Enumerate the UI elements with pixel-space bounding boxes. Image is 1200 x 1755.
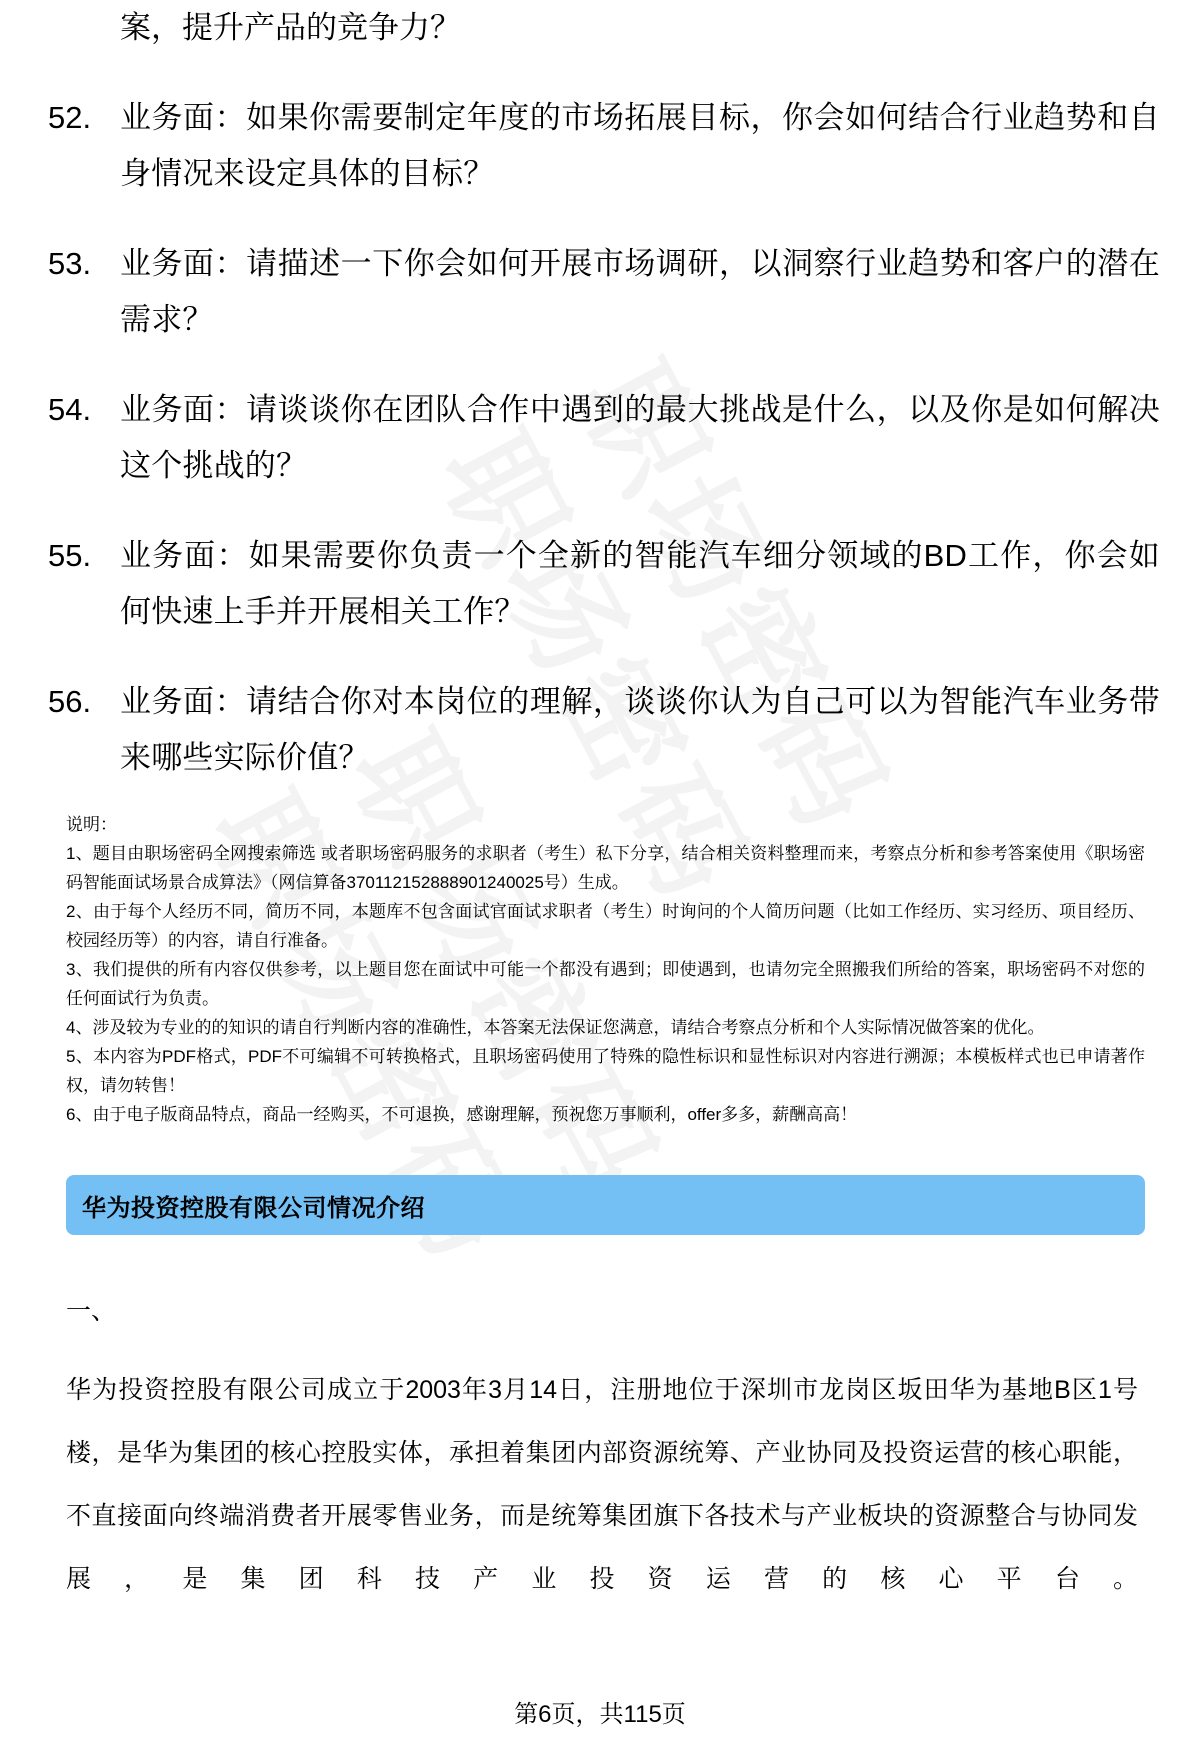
section-banner [66,1175,1145,1235]
question-number: 53. [48,246,92,281]
question-item [0,674,1200,786]
question-item [0,528,1200,640]
question-number: 55. [48,538,92,573]
note-item: 2、由于每个人经历不同，简历不同，本题库不包含面试官面试求职者（考生）时询问的个人简历问题（比如工作经历、实习经历、项目经历、校园经历等）的内容，请自行准备。 [66,902,1145,950]
question-text: 业务面：如果你需要制定年度的市场拓展目标，你会如何结合行业趋势和自身情况来设定具体的目标？ [120,100,1160,191]
question-item [0,90,1200,202]
section-heading: 一、 [66,1297,117,1325]
notes-section [0,810,1200,1129]
note-item: 1、题目由职场密码全网搜索筛选 或者职场密码服务的求职者（考生）私下分享，结合相关资料整理而来，考察点分析和参考答案使用《职场密码智能面试场景合成算法》（网信算备370112152888901240025号）生成。 [66,844,1145,892]
question-number: 54. [48,392,92,427]
question-item [0,236,1200,348]
continued-question-line: 案，提升产品的竞争力？ [120,10,461,45]
question-text: 业务面：如果需要你负责一个全新的智能汽车细分领域的BD工作，你会如何快速上手并开展相关工作？ [120,538,1160,629]
question-text: 业务面：请谈谈你在团队合作中遇到的最大挑战是什么，以及你是如何解决这个挑战的？ [120,392,1160,483]
note-item: 5、本内容为PDF格式，PDF不可编辑不可转换格式，且职场密码使用了特殊的隐性标识和显性标识对内容进行溯源；本模板样式也已申请著作权，请勿转售！ [66,1047,1145,1095]
question-text: 业务面：请结合你对本岗位的理解，谈谈你认为自己可以为智能汽车业务带来哪些实际价值？ [120,684,1160,775]
note-item: 4、涉及较为专业的的知识的请自行判断内容的准确性，本答案无法保证您满意，请结合考察点分析和个人实际情况做答案的优化。 [66,1018,1045,1037]
question-number: 52. [48,100,92,135]
question-text: 业务面：请描述一下你会如何开展市场调研，以洞察行业趋势和客户的潜在需求？ [120,246,1160,337]
page-footer: 第6页，共115页 [514,1701,686,1728]
question-number: 56. [48,684,92,719]
note-item: 6、由于电子版商品特点，商品一经购买，不可退换，感谢理解，预祝您万事顺利，offer多多，薪酬高高！ [66,1105,858,1124]
notes-title: 说明： [66,815,117,834]
section-banner-title: 华为投资控股有限公司情况介绍 [82,1194,425,1222]
question-item [0,382,1200,494]
company-description-paragraph: 华为投资控股有限公司成立于2003年3月14日，注册地位于深圳市龙岗区坂田华为基地B区1号楼，是华为集团的核心控股实体，承担着集团内部资源统筹、产业协同及投资运营的核心职能，不直接面向终端消费者开展零售业务，而是统筹集团旗下各技术与产业板块的资源整合与协同发展，是集团科技产业投资运营的核心平台。 [66,1376,1138,1593]
note-item: 3、我们提供的所有内容仅供参考，以上题目您在面试中可能一个都没有遇到；即使遇到，也请勿完全照搬我们所给的答案，职场密码不对您的任何面试行为负责。 [66,960,1145,1008]
